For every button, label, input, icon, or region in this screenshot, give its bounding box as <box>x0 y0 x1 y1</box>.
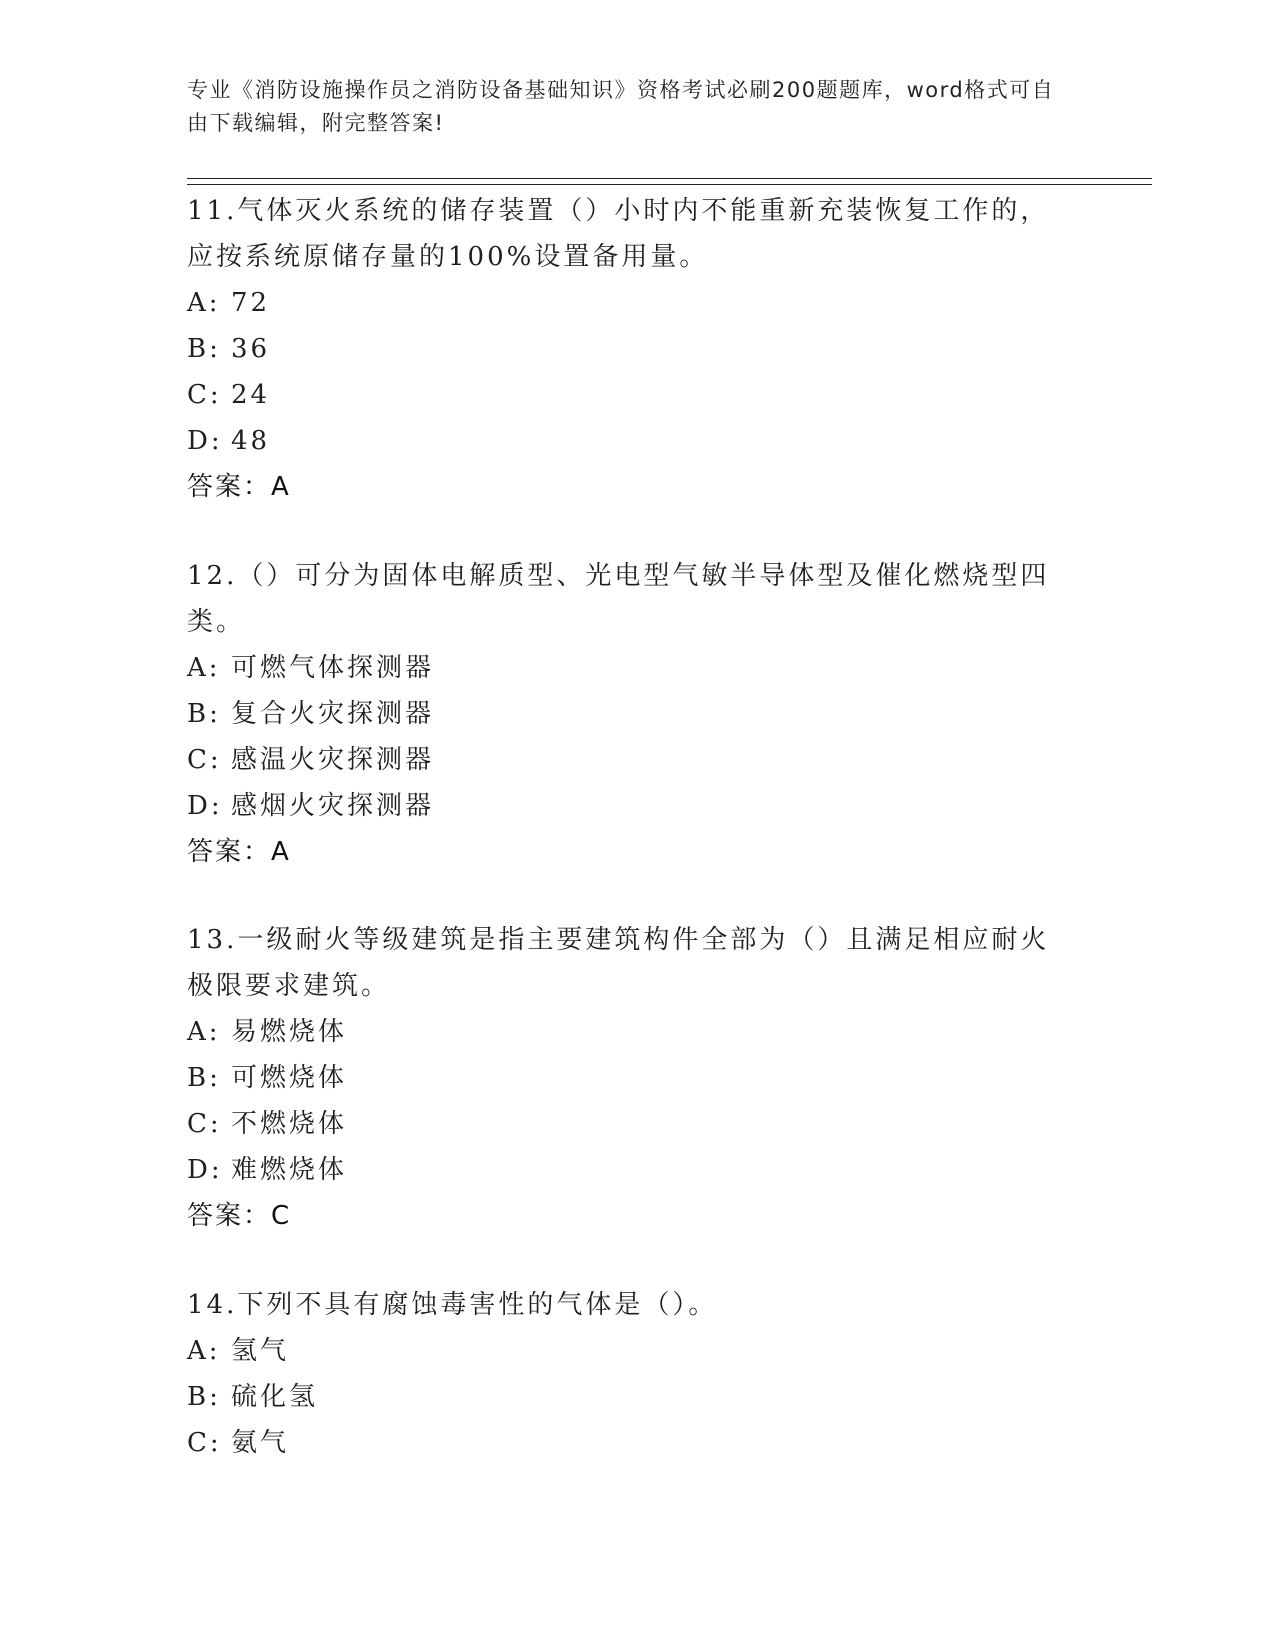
option-key: A: <box>187 1336 221 1366</box>
option-text: 72 <box>231 288 271 318</box>
question-14 <box>187 1282 1077 1466</box>
option-d <box>187 418 1077 464</box>
header-divider-top <box>187 178 1152 179</box>
option-key: C: <box>187 1428 222 1458</box>
option-text: 可燃烧体 <box>231 1063 348 1093</box>
option-a <box>187 280 1077 326</box>
answer-label: 答案：C <box>187 1201 292 1231</box>
option-text: 36 <box>231 334 271 364</box>
option-key: C: <box>187 745 222 775</box>
option-text: 可燃气体探测器 <box>231 653 435 683</box>
option-c <box>187 1420 1077 1466</box>
question-11 <box>187 188 1077 510</box>
option-key: B: <box>187 699 221 729</box>
option-text: 24 <box>231 380 271 410</box>
option-text: 不燃烧体 <box>231 1109 348 1139</box>
option-d <box>187 783 1077 829</box>
option-b <box>187 1055 1077 1101</box>
option-c <box>187 372 1077 418</box>
option-text: 48 <box>231 426 271 456</box>
option-c <box>187 1101 1077 1147</box>
option-key: A: <box>187 653 221 683</box>
answer-label: 答案：A <box>187 472 291 502</box>
option-text: 氨气 <box>231 1428 290 1458</box>
option-key: D: <box>187 426 223 456</box>
option-a <box>187 1328 1077 1374</box>
option-text: 感温火灾探测器 <box>231 745 435 775</box>
option-key: C: <box>187 1109 222 1139</box>
option-key: B: <box>187 1063 221 1093</box>
question-stem: 13.一级耐火等级建筑是指主要建筑构件全部为（）且满足相应耐火极限要求建筑。 <box>187 925 1050 1001</box>
option-b <box>187 326 1077 372</box>
option-key: D: <box>187 1155 223 1185</box>
option-a <box>187 645 1077 691</box>
option-text: 易燃烧体 <box>231 1017 348 1047</box>
option-d <box>187 1147 1077 1193</box>
option-text: 复合火灾探测器 <box>231 699 435 729</box>
question-12 <box>187 553 1077 875</box>
question-stem: 14.下列不具有腐蚀毒害性的气体是（）。 <box>187 1290 718 1320</box>
option-text: 硫化氢 <box>231 1382 319 1412</box>
option-text: 难燃烧体 <box>231 1155 348 1185</box>
option-c <box>187 737 1077 783</box>
option-key: A: <box>187 288 221 318</box>
option-key: A: <box>187 1017 221 1047</box>
option-key: D: <box>187 791 223 821</box>
question-stem: 11.气体灭火系统的储存装置（）小时内不能重新充装恢复工作的，应按系统原储存量的100%设置备用量。 <box>187 196 1050 272</box>
option-text: 感烟火灾探测器 <box>231 791 435 821</box>
option-key: B: <box>187 1382 221 1412</box>
option-b <box>187 691 1077 737</box>
option-b <box>187 1374 1077 1420</box>
option-a <box>187 1009 1077 1055</box>
option-key: C: <box>187 380 222 410</box>
question-stem: 12.（）可分为固体电解质型、光电型气敏半导体型及催化燃烧型四类。 <box>187 561 1050 637</box>
option-text: 氢气 <box>231 1336 290 1366</box>
question-13 <box>187 917 1077 1239</box>
header-divider-bottom <box>187 184 1152 185</box>
answer-label: 答案：A <box>187 837 291 867</box>
option-key: B: <box>187 334 221 364</box>
document-intro: 专业《消防设施操作员之消防设备基础知识》资格考试必刷200题题库，word格式可自由下载编辑，附完整答案! <box>187 78 1055 135</box>
